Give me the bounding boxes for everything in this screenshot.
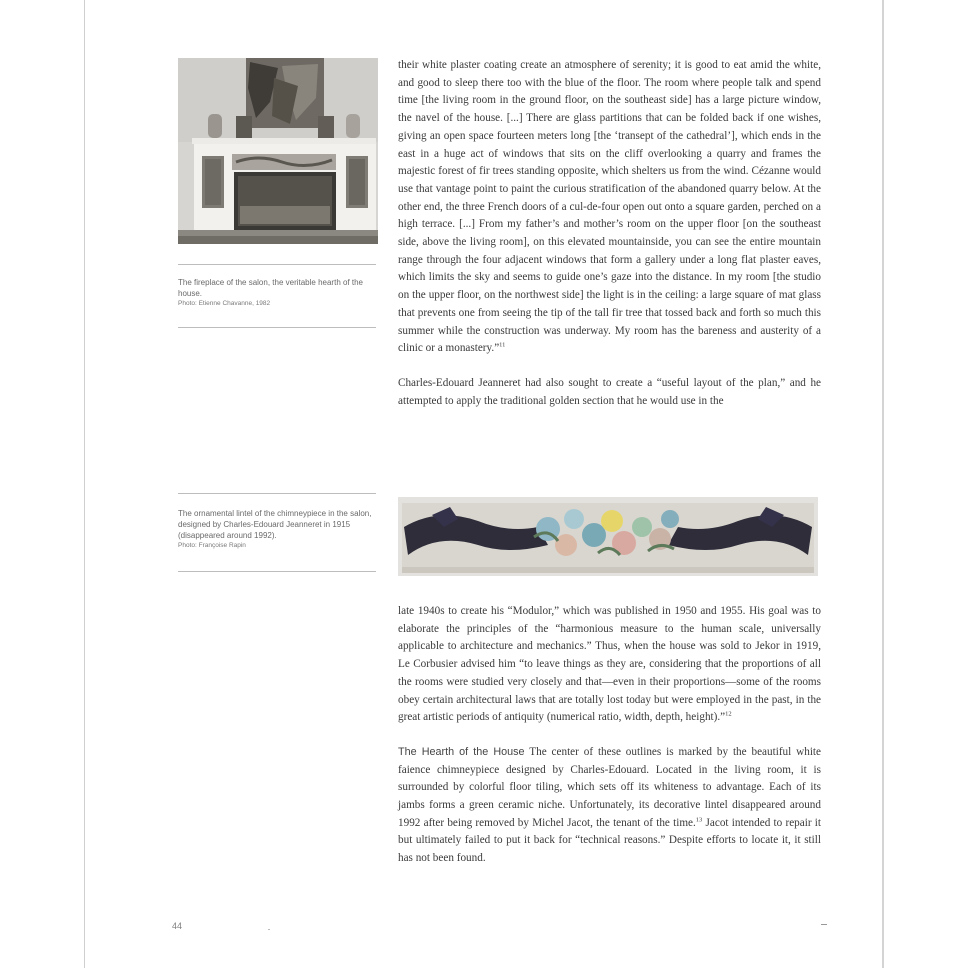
lintel-caption <box>178 508 372 551</box>
note-ref-12: 12 <box>725 710 732 718</box>
note-ref-11: 11 <box>499 341 506 349</box>
body-text-top <box>398 57 821 410</box>
caption-rule <box>178 327 376 328</box>
page-margin-left <box>0 0 84 968</box>
page-edge-line <box>84 0 85 968</box>
body-paragraph-1-text: their white plaster coating create an atmosphere of serenity; it is good to eat amid the white, and good to sleep there too with the blue of the floor. The room where people talk and spend time [the living room in the ground floor, on the southeast side] has a large picture window, the navel of the house. [...] There are glass partitions that can be folded back if one wishes, giving an open space fourteen meters long [the ‘transept of the cathedral’], which ends in the east in a huge act of windows that sits on the cliff overlooking a quarry and frames the majestic forest of fir trees standing opposite, which shelters us from the wind. Cézanne would use that vantage point to paint the curious stratification of the abandoned quarry below. At the other end, the three French doors of a cul-de-four open out onto a square garden, perched on a high terrace. [...] From my father’s and mother’s room on the upper floor [on the southeast side, above the living room], on this elevated mountainside, you can see the entire mountain range through the four adjacent windows that form a gallery under a long flat plaster eaves, which limits the sky and seems to guide one’s gaze into the distance. In my room [the studio on the upper floor, on the northwest side] the light is in the ceiling: a large square of mat glass that prevents one from seeing the tip of the tall fir tree that tossed back and forth so much this summer while the construction was underway. My room has the bareness and austerity of a clinic or a monastery.” <box>398 59 821 355</box>
section-heading: The Hearth of the House <box>398 745 525 758</box>
caption-rule <box>178 571 376 572</box>
print-mark <box>821 924 827 925</box>
page-number: 44 <box>172 921 183 931</box>
body-paragraph-4-text-a: The center of these outlines is marked by the beautiful white faience chimneypiece designed by Charles-Edouard. Located in the living room, it is surrounded by colorful floor tiling, which sets off its whiteness to advantage. Each of its jambs forms a green ceramic niche. Unfortunately, its decorative lintel disappeared around 1992 after being removed by Michel Jacot, the tenant of the time. <box>398 745 821 829</box>
lintel-caption-text: The ornamental lintel of the chimneypiece in the salon, designed by Charles-Edouard Jeanneret in 1915 (disappeared around 1992). <box>178 509 372 540</box>
lintel-photo <box>398 497 818 576</box>
body-paragraph-4-text-b: Jacot intended to repair it but ultimately failed to put it back for “technical reasons.” Despite efforts to locate it, it still has not been found. <box>398 816 822 865</box>
lintel-photo-credit: Photo: Françoise Rapin <box>178 542 246 549</box>
body-paragraph-3-text: late 1940s to create his “Modulor,” which was published in 1950 and 1955. His goal was to elaborate the principles of the “harmonious measure to the human scale, universally applicable to architecture and mechanics.” Thus, when the house was sold to Jekor in 1919, Le Corbusier advised him “to leave things as they are, considering that the proportions of all the rooms were studied very closely and that—even in their proportions—some of the rooms obey certain architectural laws that are totally lost today but were employed in the past, in the great artistic periods of antiquity (numerical ratio, width, depth, height).” <box>398 605 821 724</box>
fireplace-photo-image <box>178 58 378 244</box>
fireplace-caption-text: The fireplace of the salon, the veritable hearth of the house. <box>178 278 364 298</box>
lintel-photo-image <box>398 497 818 576</box>
fireplace-caption <box>178 277 376 309</box>
fireplace-photo-credit: Photo: Etienne Chavanne, 1982 <box>178 300 271 307</box>
print-mark <box>268 929 270 930</box>
body-paragraph-4 <box>398 744 821 868</box>
body-paragraph-2: Charles-Edouard Jeanneret had also sought to create a “useful layout of the plan,” and he attempted to apply the traditional golden section that he would use in the <box>398 376 821 407</box>
body-text-bottom <box>398 603 821 868</box>
caption-rule <box>178 264 376 265</box>
fireplace-photo <box>178 58 378 244</box>
body-paragraph-3 <box>398 603 821 727</box>
caption-rule <box>178 493 376 494</box>
body-paragraph-1 <box>398 57 821 358</box>
note-ref-13: 13 <box>695 816 703 823</box>
page-margin-right <box>884 0 968 968</box>
